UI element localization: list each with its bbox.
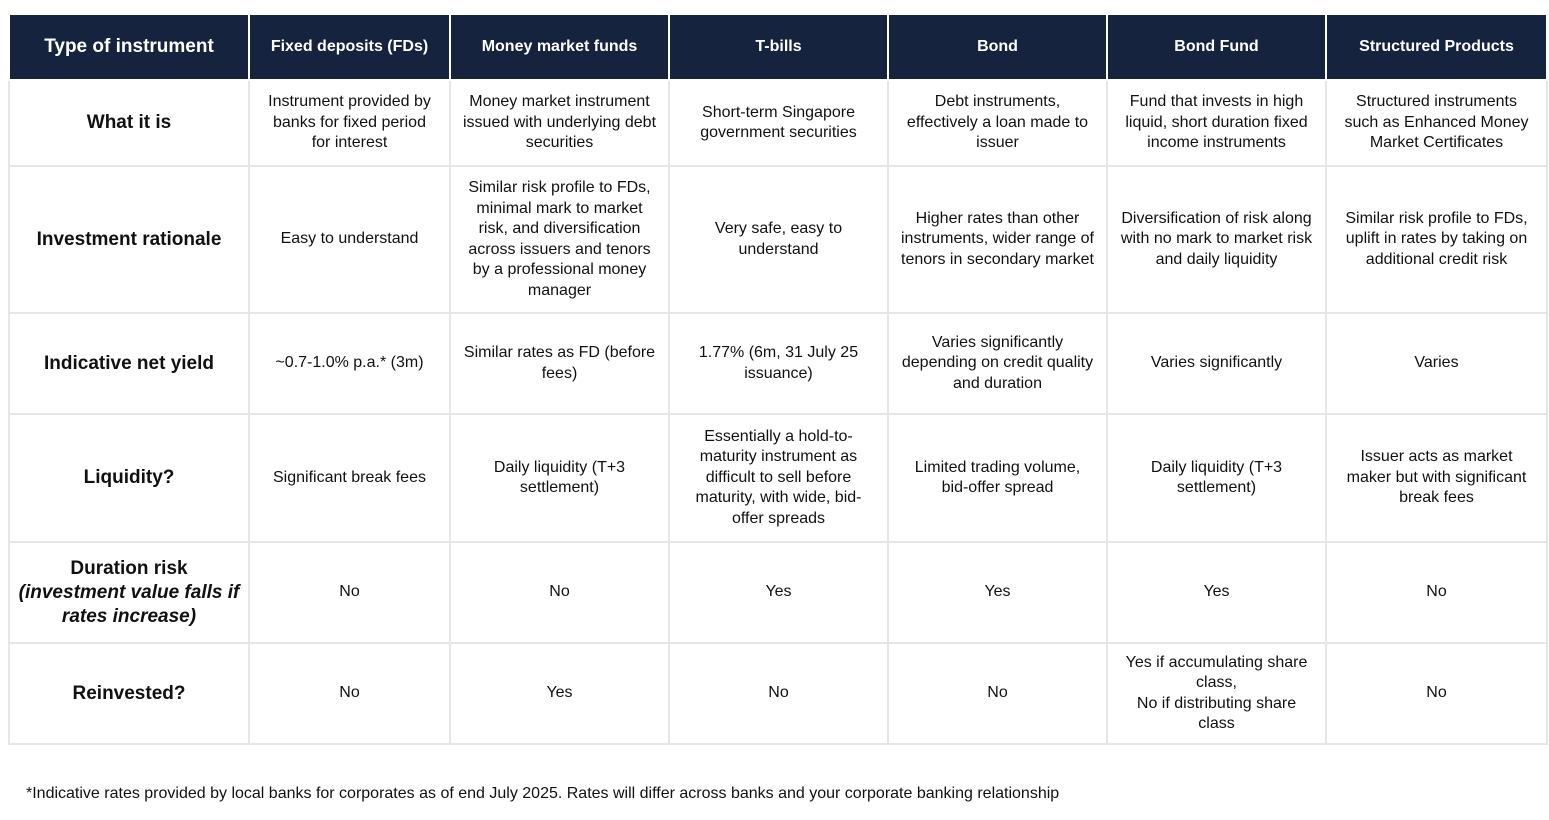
table-cell: Issuer acts as market maker but with significant break fees bbox=[1326, 414, 1547, 542]
table-cell: Varies significantly bbox=[1107, 313, 1326, 414]
table-cell: Yes if accumulating share class, No if distributing share class bbox=[1107, 643, 1326, 744]
table-row bbox=[9, 643, 1547, 744]
table-cell: Very safe, easy to understand bbox=[669, 166, 888, 313]
row-label-liquidity: Liquidity? bbox=[9, 414, 249, 542]
table-cell: No bbox=[1326, 643, 1547, 744]
table-cell: Diversification of risk along with no mark to market risk and daily liquidity bbox=[1107, 166, 1326, 313]
table-cell: Short-term Singapore government securities bbox=[669, 80, 888, 166]
header-bond-fund: Bond Fund bbox=[1107, 14, 1326, 80]
table-cell: Limited trading volume, bid-offer spread bbox=[888, 414, 1107, 542]
row-label-indicative-net-yield: Indicative net yield bbox=[9, 313, 249, 414]
row-label-what-it-is: What it is bbox=[9, 80, 249, 166]
table-cell: Structured instruments such as Enhanced Money Market Certificates bbox=[1326, 80, 1547, 166]
table-cell: No bbox=[888, 643, 1107, 744]
header-bond: Bond bbox=[888, 14, 1107, 80]
header-structured-products: Structured Products bbox=[1326, 14, 1547, 80]
header-t-bills: T-bills bbox=[669, 14, 888, 80]
table-cell: Essentially a hold-to-maturity instrument as difficult to sell before maturity, with wide, bid-offer spreads bbox=[669, 414, 888, 542]
table-cell: Significant break fees bbox=[249, 414, 450, 542]
instrument-comparison-table bbox=[8, 13, 1548, 745]
header-fixed-deposits: Fixed deposits (FDs) bbox=[249, 14, 450, 80]
table-cell: Yes bbox=[450, 643, 669, 744]
header-type-of-instrument: Type of instrument bbox=[9, 14, 249, 80]
table-cell: Similar risk profile to FDs, minimal mark to market risk, and diversification across issuers and tenors by a professional money manager bbox=[450, 166, 669, 313]
row-label-duration-risk-title: Duration risk bbox=[70, 557, 188, 579]
table-cell: Daily liquidity (T+3 settlement) bbox=[1107, 414, 1326, 542]
table-cell: Money market instrument issued with underlying debt securities bbox=[450, 80, 669, 166]
table-cell: Debt instruments, effectively a loan made to issuer bbox=[888, 80, 1107, 166]
footnote: *Indicative rates provided by local banks for corporates as of end July 2025. Rates will differ across banks and your corporate banking relationship bbox=[26, 785, 1060, 802]
table-cell: Instrument provided by banks for fixed period for interest bbox=[249, 80, 450, 166]
table-cell: Daily liquidity (T+3 settlement) bbox=[450, 414, 669, 542]
comparison-table-wrapper bbox=[8, 13, 1546, 745]
row-label-duration-risk bbox=[9, 542, 249, 643]
table-cell: Yes bbox=[669, 542, 888, 643]
table-cell: ~0.7-1.0% p.a.* (3m) bbox=[249, 313, 450, 414]
table-row bbox=[9, 414, 1547, 542]
table-cell: No bbox=[450, 542, 669, 643]
table-cell: No bbox=[669, 643, 888, 744]
header-money-market-funds: Money market funds bbox=[450, 14, 669, 80]
table-row bbox=[9, 166, 1547, 313]
row-label-investment-rationale: Investment rationale bbox=[9, 166, 249, 313]
row-label-duration-risk-subtitle: (investment value falls if rates increase) bbox=[18, 581, 240, 627]
table-cell: Easy to understand bbox=[249, 166, 450, 313]
table-cell: Higher rates than other instruments, wider range of tenors in secondary market bbox=[888, 166, 1107, 313]
table-cell: No bbox=[249, 542, 450, 643]
row-label-reinvested: Reinvested? bbox=[9, 643, 249, 744]
table-cell: No bbox=[1326, 542, 1547, 643]
table-row bbox=[9, 80, 1547, 166]
table-cell: Varies significantly depending on credit quality and duration bbox=[888, 313, 1107, 414]
table-cell: Similar rates as FD (before fees) bbox=[450, 313, 669, 414]
table-cell: Yes bbox=[1107, 542, 1326, 643]
table-row bbox=[9, 313, 1547, 414]
table-cell: Yes bbox=[888, 542, 1107, 643]
table-row bbox=[9, 542, 1547, 643]
table-cell: Fund that invests in high liquid, short duration fixed income instruments bbox=[1107, 80, 1326, 166]
header-row bbox=[9, 14, 1547, 80]
table-cell: Similar risk profile to FDs, uplift in rates by taking on additional credit risk bbox=[1326, 166, 1547, 313]
table-cell: 1.77% (6m, 31 July 25 issuance) bbox=[669, 313, 888, 414]
table-cell: Varies bbox=[1326, 313, 1547, 414]
table-cell: No bbox=[249, 643, 450, 744]
